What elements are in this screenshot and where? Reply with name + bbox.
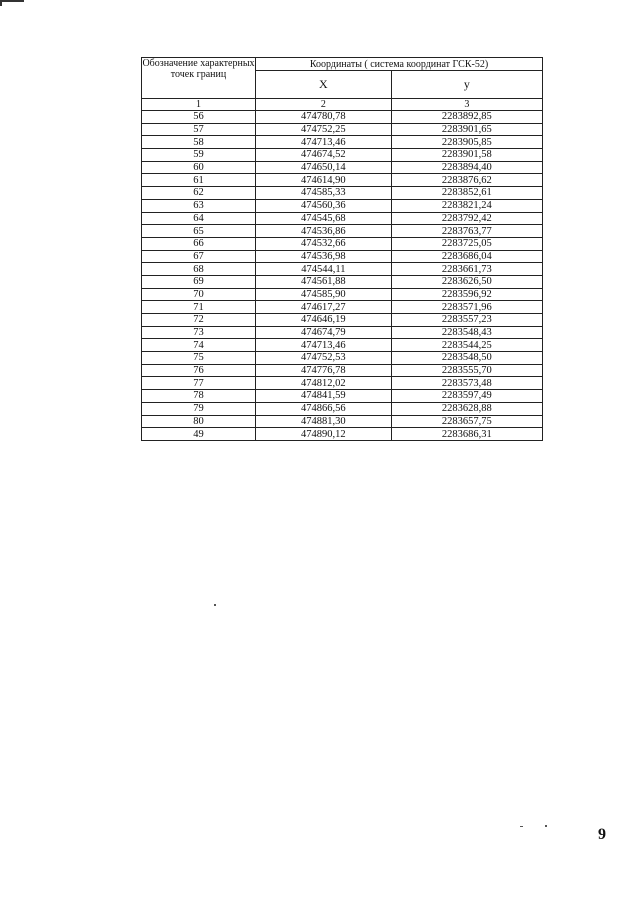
cell-point: 62	[142, 187, 256, 200]
cell-x: 474536,86	[256, 225, 392, 238]
table-row	[142, 428, 543, 441]
page-number: 9	[598, 826, 606, 843]
table-row	[142, 123, 543, 136]
table-row	[142, 187, 543, 200]
table-row	[142, 352, 543, 365]
cell-y: 2283573,48	[391, 377, 542, 390]
cell-x: 474780,78	[256, 111, 392, 124]
cell-x: 474713,46	[256, 339, 392, 352]
column-number-3: 3	[391, 99, 542, 111]
header-point-label: Обозначение характерных точек границ	[142, 58, 256, 99]
table-row	[142, 225, 543, 238]
cell-x: 474532,66	[256, 237, 392, 250]
cell-y: 2283557,23	[391, 314, 542, 327]
cell-point: 56	[142, 111, 256, 124]
cell-y: 2283892,85	[391, 111, 542, 124]
cell-point: 60	[142, 161, 256, 174]
cell-x: 474881,30	[256, 415, 392, 428]
cell-y: 2283626,50	[391, 275, 542, 288]
table-row	[142, 212, 543, 225]
cell-point: 64	[142, 212, 256, 225]
table-row	[142, 377, 543, 390]
cell-x: 474585,90	[256, 288, 392, 301]
cell-x: 474890,12	[256, 428, 392, 441]
cell-y: 2283686,04	[391, 250, 542, 263]
scan-corner-mark	[0, 0, 24, 6]
table-row	[142, 288, 543, 301]
cell-point: 80	[142, 415, 256, 428]
cell-point: 72	[142, 314, 256, 327]
cell-y: 2283555,70	[391, 364, 542, 377]
cell-y: 2283725,05	[391, 237, 542, 250]
header-y: у	[391, 71, 542, 99]
scan-speck	[545, 825, 547, 827]
cell-y: 2283657,75	[391, 415, 542, 428]
cell-x: 474812,02	[256, 377, 392, 390]
cell-x: 474650,14	[256, 161, 392, 174]
cell-point: 59	[142, 149, 256, 162]
cell-point: 57	[142, 123, 256, 136]
table-body	[142, 111, 543, 441]
cell-x: 474776,78	[256, 364, 392, 377]
table-row	[142, 275, 543, 288]
cell-x: 474585,33	[256, 187, 392, 200]
cell-x: 474674,52	[256, 149, 392, 162]
cell-y: 2283661,73	[391, 263, 542, 276]
table-row	[142, 301, 543, 314]
cell-point: 79	[142, 402, 256, 415]
table-row	[142, 199, 543, 212]
scan-speck	[520, 826, 523, 827]
table-row	[142, 364, 543, 377]
cell-y: 2283763,77	[391, 225, 542, 238]
table-row	[142, 250, 543, 263]
table-row	[142, 314, 543, 327]
cell-y: 2283596,92	[391, 288, 542, 301]
cell-x: 474545,68	[256, 212, 392, 225]
table-row	[142, 149, 543, 162]
column-number-1: 1	[142, 99, 256, 111]
cell-x: 474841,59	[256, 390, 392, 403]
cell-y: 2283597,49	[391, 390, 542, 403]
cell-x: 474614,90	[256, 174, 392, 187]
cell-y: 2283852,61	[391, 187, 542, 200]
cell-y: 2283901,58	[391, 149, 542, 162]
cell-point: 67	[142, 250, 256, 263]
table-row	[142, 326, 543, 339]
table-row	[142, 111, 543, 124]
cell-y: 2283628,88	[391, 402, 542, 415]
cell-y: 2283548,43	[391, 326, 542, 339]
coordinates-table	[141, 57, 543, 441]
cell-x: 474713,46	[256, 136, 392, 149]
cell-point: 63	[142, 199, 256, 212]
column-number-2: 2	[256, 99, 392, 111]
cell-x: 474752,25	[256, 123, 392, 136]
cell-point: 69	[142, 275, 256, 288]
cell-y: 2283901,65	[391, 123, 542, 136]
cell-point: 49	[142, 428, 256, 441]
cell-point: 73	[142, 326, 256, 339]
cell-y: 2283792,42	[391, 212, 542, 225]
cell-x: 474536,98	[256, 250, 392, 263]
cell-point: 78	[142, 390, 256, 403]
table-row	[142, 402, 543, 415]
table-row	[142, 390, 543, 403]
cell-point: 76	[142, 364, 256, 377]
cell-point: 61	[142, 174, 256, 187]
scan-speck	[214, 604, 216, 606]
cell-point: 77	[142, 377, 256, 390]
cell-y: 2283544,25	[391, 339, 542, 352]
cell-y: 2283571,96	[391, 301, 542, 314]
cell-x: 474544,11	[256, 263, 392, 276]
cell-x: 474617,27	[256, 301, 392, 314]
cell-point: 74	[142, 339, 256, 352]
table-row	[142, 136, 543, 149]
cell-y: 2283876,62	[391, 174, 542, 187]
cell-point: 68	[142, 263, 256, 276]
table-row	[142, 174, 543, 187]
header-x: X	[256, 71, 392, 99]
table-row	[142, 237, 543, 250]
cell-x: 474561,88	[256, 275, 392, 288]
cell-point: 75	[142, 352, 256, 365]
cell-y: 2283905,85	[391, 136, 542, 149]
cell-y: 2283686,31	[391, 428, 542, 441]
cell-x: 474646,19	[256, 314, 392, 327]
cell-y: 2283548,50	[391, 352, 542, 365]
cell-x: 474674,79	[256, 326, 392, 339]
table-row	[142, 161, 543, 174]
cell-y: 2283894,40	[391, 161, 542, 174]
cell-point: 65	[142, 225, 256, 238]
cell-point: 58	[142, 136, 256, 149]
cell-x: 474560,36	[256, 199, 392, 212]
table-row	[142, 415, 543, 428]
cell-point: 70	[142, 288, 256, 301]
cell-point: 71	[142, 301, 256, 314]
cell-x: 474866,56	[256, 402, 392, 415]
table-row	[142, 339, 543, 352]
cell-point: 66	[142, 237, 256, 250]
header-coordinate-system: Координаты ( система координат ГСК-52)	[256, 58, 543, 71]
cell-y: 2283821,24	[391, 199, 542, 212]
table-row	[142, 263, 543, 276]
cell-x: 474752,53	[256, 352, 392, 365]
